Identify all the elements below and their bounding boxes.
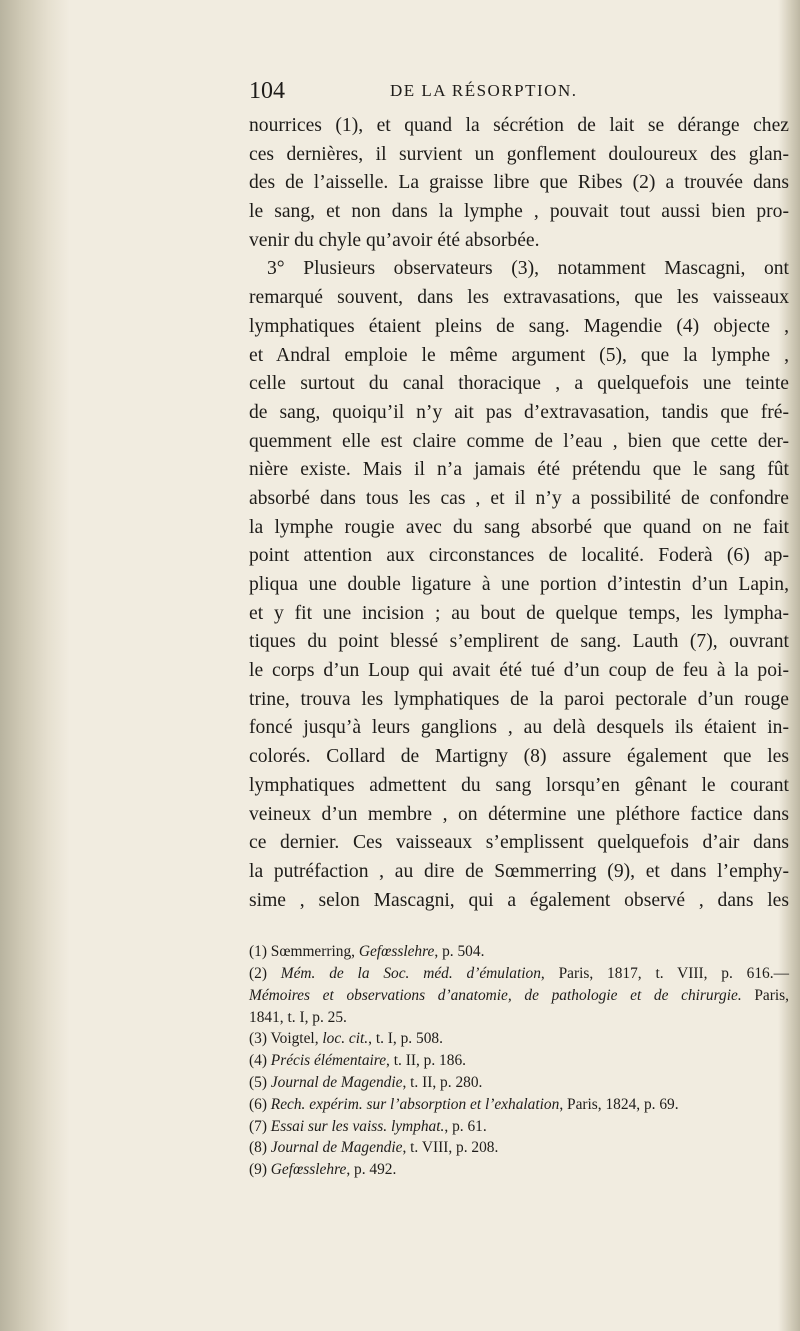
body-line: trine, trouva les lymphatiques de la paroi pectorale d’un rouge xyxy=(249,688,789,710)
body-line: veineux d’un membre , on détermine une pléthore factice dans xyxy=(249,803,789,825)
footnote xyxy=(249,1094,789,1116)
footnote xyxy=(249,1050,789,1072)
footnote xyxy=(249,1137,789,1159)
body-line: de sang, quoiqu’il n’y ait pas d’extravasation, tandis que fré- xyxy=(249,401,789,423)
footnote-reference: , Paris, 1817, t. VIII, p. 616.— xyxy=(540,965,789,983)
page-number: 104 xyxy=(249,78,285,104)
footnote-reference: , p. 492. xyxy=(346,1161,397,1179)
body-line: celle surtout du canal thoracique , a quelquefois une teinte xyxy=(249,373,789,395)
footnote xyxy=(249,963,789,985)
body-line: la lymphe rougie avec du sang absorbé que quand on ne fait xyxy=(249,516,789,538)
body-line: absorbé dans tous les cas , et il n’y a possibilité de confondre xyxy=(249,487,789,509)
body-line: des de l’aisselle. La graisse libre que Ribes (2) a trouvée dans xyxy=(249,172,789,194)
footnote-number: (3) xyxy=(249,1030,271,1048)
footnote-title: Essai sur les vaiss. lymphat. xyxy=(270,1117,445,1135)
body-line: lymphatiques admettent du sang lorsqu’en gênant le courant xyxy=(249,774,789,796)
page-binding-shadow xyxy=(0,0,70,1331)
footnote-number: (2) xyxy=(249,965,281,983)
footnote-author: Voigtel, xyxy=(270,1030,323,1048)
body-line: point attention aux circonstances de localité. Foderà (6) ap- xyxy=(249,545,789,567)
footnote xyxy=(249,1007,789,1029)
body-line: le corps d’un Loup qui avait été tué d’un coup de feu à la poi- xyxy=(249,660,789,682)
body-line: le sang, et non dans la lymphe , pouvait tout aussi bien pro- xyxy=(249,201,789,223)
footnote-number: (6) xyxy=(249,1095,271,1113)
footnote-number: (9) xyxy=(249,1161,271,1179)
body-line: colorés. Collard de Martigny (8) assure également que les xyxy=(249,746,789,768)
footnote xyxy=(249,941,789,963)
body-line: foncé jusqu’à leurs ganglions , au delà desquels ils étaient in- xyxy=(249,717,789,739)
footnote-title: Mémoires et observations d’anatomie, de pathologie et de chirurgie. xyxy=(249,986,742,1004)
footnote-title: Mém. de la Soc. méd. d’émulation xyxy=(280,965,541,983)
footnote-title: Journal de Magendie xyxy=(270,1074,403,1092)
footnote-reference: Paris, xyxy=(741,986,789,1004)
footnote-reference: , Paris, 1824, p. 69. xyxy=(559,1095,679,1113)
body-line: nière existe. Mais il n’a jamais été prétendu que le sang fût xyxy=(249,459,789,481)
body-line: nourrices (1), et quand la sécrétion de lait se dérange chez xyxy=(249,115,789,136)
body-line: quemment elle est claire comme de l’eau , bien que cette der- xyxy=(249,430,789,452)
footnote-reference: , p. 61. xyxy=(444,1117,487,1135)
footnote-number: (4) xyxy=(249,1052,271,1070)
footnote-number: (5) xyxy=(249,1074,271,1092)
footnote-author: Sœmmerring, xyxy=(270,943,359,961)
body-line: 3° Plusieurs observateurs (3), notamment Mascagni, ont xyxy=(267,258,789,280)
footnote xyxy=(249,1072,789,1094)
footnote-number: (8) xyxy=(249,1139,271,1157)
body-line: la putréfaction , au dire de Sœmmerring (9), et dans l’emphy- xyxy=(249,860,789,882)
body-line: sime , selon Mascagni, qui a également observé , dans les xyxy=(249,889,789,911)
footnote-reference: , t. VIII, p. 208. xyxy=(402,1139,499,1157)
footnote-title: Rech. expérim. sur l’absorption et l’exhalation xyxy=(270,1095,560,1113)
body-line: ce dernier. Ces vaisseaux s’emplissent quelquefois d’air dans xyxy=(249,832,789,854)
body-text xyxy=(249,112,789,915)
footnote xyxy=(249,1159,789,1181)
body-line: et Andral emploie le même argument (5), que la lymphe , xyxy=(249,344,789,366)
body-line: remarqué souvent, dans les extravasations, que les vaisseaux xyxy=(249,287,789,309)
footnote-reference: , t. II, p. 186. xyxy=(386,1052,466,1070)
footnote-title: Journal de Magendie xyxy=(270,1139,403,1157)
footnote xyxy=(249,1116,789,1138)
footnote-author: 1841, t. I, p. 25. xyxy=(249,1008,347,1026)
footnote-title: Précis élémentaire xyxy=(270,1052,387,1070)
body-line: venir du chyle qu’avoir été absorbée. xyxy=(249,229,540,251)
page-header xyxy=(249,78,789,112)
footnote-number: (1) xyxy=(249,943,271,961)
body-line: et y fit une incision ; au bout de quelque temps, les lympha- xyxy=(249,602,789,624)
body-line: ces dernières, il survient un gonflement douloureux des glan- xyxy=(249,143,789,165)
body-line: tiques du point blessé s’emplirent de sang. Lauth (7), ouvrant xyxy=(249,631,789,653)
footnote-title: Gefœsslehre xyxy=(270,1161,347,1179)
footnote xyxy=(249,1028,789,1050)
body-line: lymphatiques étaient pleins de sang. Magendie (4) objecte , xyxy=(249,315,789,337)
footnote-reference: , t. I, p. 508. xyxy=(368,1030,443,1048)
footnote-reference: , t. II, p. 280. xyxy=(402,1074,483,1092)
footnotes xyxy=(249,941,789,1181)
footnote-reference: , p. 504. xyxy=(434,943,485,961)
footnote-title: loc. cit. xyxy=(322,1030,369,1048)
footnote-number: (7) xyxy=(249,1117,271,1135)
body-line: pliqua une double ligature à une portion d’intestin d’un Lapin, xyxy=(249,574,789,595)
footnote xyxy=(249,985,789,1007)
footnote-title: Gefœsslehre xyxy=(358,943,435,961)
book-page xyxy=(249,78,789,1181)
running-title: DE LA RÉSORPTION. xyxy=(390,81,578,100)
